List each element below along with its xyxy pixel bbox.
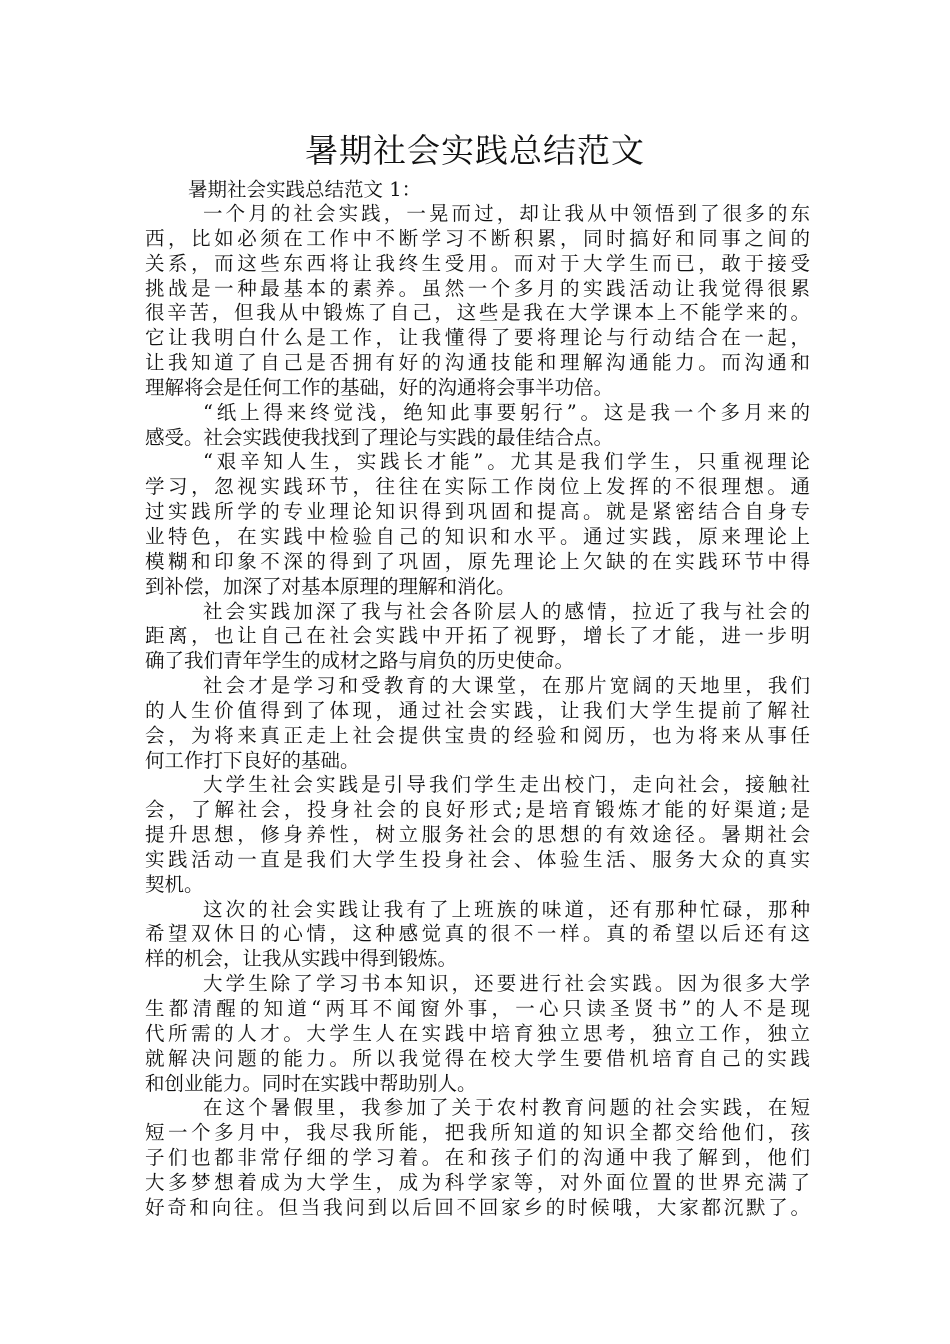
text-line: 确了我们青年学生的成材之路与肩负的历史使命。 [145, 649, 575, 673]
text-line: 挑战是一种最基本的素养。虽然一个多月的实践活动让我觉得很累 [145, 276, 810, 300]
text-line: 很辛苦，但我从中锻炼了自己，这些是我在大学课本上不能学来的。 [145, 301, 810, 325]
text-line: 子们也都非常仔细的学习着。在和孩子们的沟通中我了解到，他们 [145, 1146, 810, 1170]
text-line: 实践活动一直是我们大学生投身社会、体验生活、服务大众的真实 [145, 847, 810, 871]
text-line: 代所需的人才。大学生人在实践中培育独立思考，独立工作，独立 [145, 1021, 810, 1045]
text-line: 西，比如必须在工作中不断学习不断积累，同时搞好和同事之间的 [145, 226, 810, 250]
text-line: 距离，也让自己在社会实践中开拓了视野，增长了才能，进一步明 [145, 624, 810, 648]
text-line: 这次的社会实践让我有了上班族的味道，还有那种忙碌，那种 [203, 897, 810, 921]
text-line: 会，为将来真正走上社会提供宝贵的经验和阅历，也为将来从事任 [145, 723, 810, 747]
text-line: 它让我明白什么是工作，让我懂得了要将理论与行动结合在一起， [145, 326, 810, 350]
text-line: 社会实践加深了我与社会各阶层人的感情，拉近了我与社会的 [203, 599, 810, 623]
text-line: 生都清醒的知道“两耳不闻窗外事，一心只读圣贤书”的人不是现 [145, 997, 810, 1020]
text-line: 学习，忽视实践环节，往往在实际工作岗位上发挥的不很理想。通 [145, 475, 810, 499]
text-line: “纸上得来终觉浅，绝知此事要躬行”。这是我一个多月来的 [203, 400, 810, 424]
text-line: 好奇和向往。但当我问到以后回不回家乡的时候哦，大家都沉默了。 [145, 1195, 810, 1219]
text-line: 关系，而这些东西将让我终生受用。而对于大学生而已，敢于接受 [145, 251, 810, 275]
text-line: 和创业能力。同时在实践中帮助别人。 [145, 1071, 477, 1095]
text-line: 在这个暑假里，我参加了关于农村教育问题的社会实践，在短 [203, 1096, 810, 1120]
text-line: 大学生社会实践是引导我们学生走出校门，走向社会，接触社 [203, 773, 810, 797]
text-line: 过实践所学的专业理论知识得到巩固和提高。就是紧密结合自身专 [145, 500, 810, 524]
text-line: 何工作打下良好的基础。 [145, 748, 360, 772]
text-line: 大学生除了学习书本知识，还要进行社会实践。因为很多大学 [203, 972, 810, 996]
text-line: 样的机会，让我从实践中得到锻炼。 [145, 947, 458, 971]
text-line: 到补偿，加深了对基本原理的理解和消化。 [145, 574, 516, 598]
text-line: 感受。社会实践使我找到了理论与实践的最佳结合点。 [145, 425, 614, 449]
text-line: 会，了解社会，投身社会的良好形式;是培育锻炼才能的好渠道;是 [145, 798, 810, 822]
text-line: 就解决问题的能力。所以我觉得在校大学生要借机培育自己的实践 [145, 1046, 810, 1070]
text-line: 短一个多月中，我尽我所能，把我所知道的知识全都交给他们，孩 [145, 1121, 810, 1145]
text-line: 希望双休日的心情，这种感觉真的很不一样。真的希望以后还有这 [145, 922, 810, 946]
text-line: 的人生价值得到了体现，通过社会实践，让我们大学生提前了解社 [145, 698, 810, 722]
text-line: 一个月的社会实践，一晃而过，却让我从中领悟到了很多的东 [203, 202, 810, 225]
text-line: 契机。 [145, 872, 204, 896]
document-body [145, 202, 810, 1221]
document-subtitle: 暑期社会实践总结范文 1： [188, 178, 422, 201]
text-line: 让我知道了自己是否拥有好的沟通技能和理解沟通能力。而沟通和 [145, 351, 810, 375]
text-line: 提升思想，修身养性，树立服务社会的思想的有效途径。暑期社会 [145, 823, 810, 847]
text-line: 理解将会是任何工作的基础，好的沟通将会事半功倍。 [145, 375, 614, 399]
document-title: 暑期社会实践总结范文 [305, 131, 645, 170]
text-line: 业特色，在实践中检验自己的知识和水平。通过实践，原来理论上 [145, 524, 810, 548]
text-line: 大多梦想着成为大学生，成为科学家等，对外面位置的世界充满了 [145, 1170, 810, 1194]
text-line: “艰辛知人生，实践长才能”。尤其是我们学生，只重视理论 [203, 450, 810, 474]
text-line: 模糊和印象不深的得到了巩固，原先理论上欠缺的在实践环节中得 [145, 549, 810, 573]
text-line: 社会才是学习和受教育的大课堂，在那片宽阔的天地里，我们 [203, 674, 810, 698]
